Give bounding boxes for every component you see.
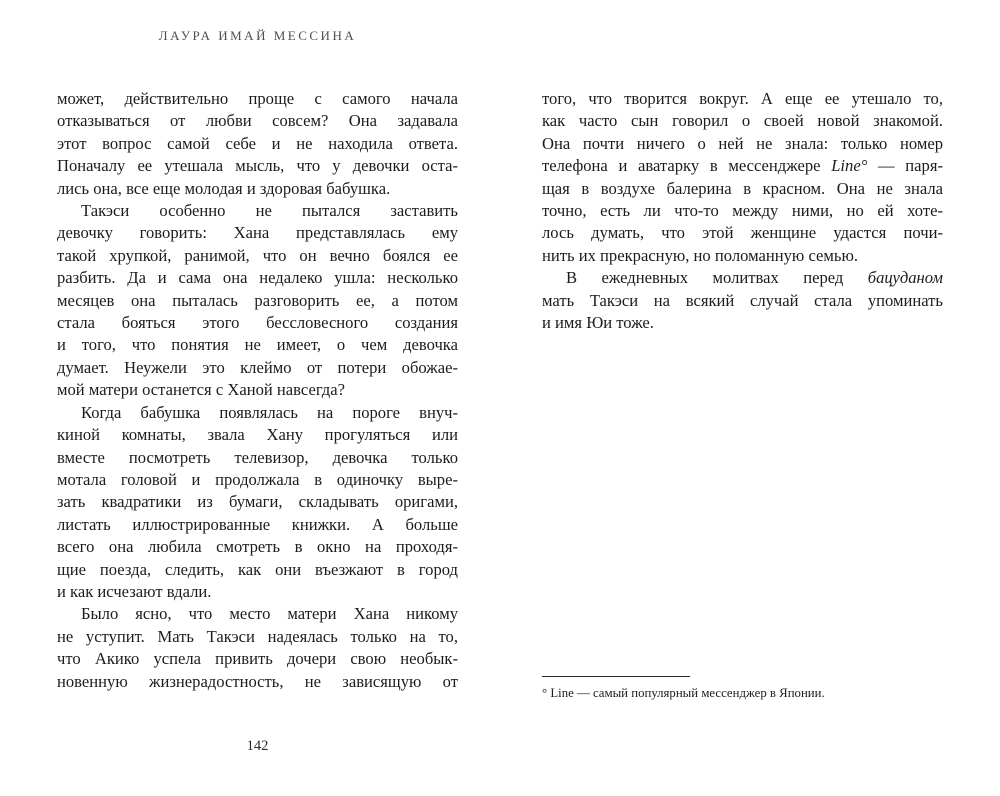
footnote-rule <box>542 676 690 677</box>
text-line: щие поезда, следить, как они въезжают в город <box>57 559 458 579</box>
paragraph <box>57 200 458 402</box>
text-line: того, что творится вокруг. А еще ее утешало то, <box>542 89 943 108</box>
text-line: стала бояться этого бессловесного создания <box>57 313 458 333</box>
paragraph <box>542 267 943 334</box>
running-header: ЛАУРА ИМАЙ МЕССИНА <box>158 28 357 43</box>
text-line: нить их прекрасную, но поломанную семью. <box>542 245 859 265</box>
text-line: киной комнаты, звала Хану прогуляться или <box>57 425 458 445</box>
paragraph <box>57 88 458 200</box>
text-line: Когда бабушка появлялась на пороге внуч- <box>81 402 458 422</box>
text-line: этот вопрос самой себе и не находила ответа. <box>57 133 458 153</box>
text-line: всего она любила смотреть в окно на проходя- <box>57 537 458 557</box>
text-line: телефона и аватарку в мессенджере Line° — паря- <box>542 156 943 176</box>
text-line: такой хрупкой, ранимой, что он вечно боялся ее <box>57 245 458 265</box>
text-line: вместе посмотреть телевизор, девочка только <box>57 447 458 467</box>
text-line: щая в воздухе балерина в красном. Она не знала <box>542 178 943 198</box>
text-line: точно, есть ли что-то между ними, но ей хоте- <box>542 201 943 221</box>
text-line: зать квадратики из бумаги, складывать оригами, <box>57 492 458 512</box>
text-line: что Акико успела привить дочери свою необык- <box>57 649 458 669</box>
text-line: отказываться от любви совсем? Она задавала <box>57 111 458 131</box>
text-line: не уступит. Мать Такэси надеялась только на то, <box>57 626 458 646</box>
paragraph <box>57 402 458 604</box>
text-line: лись она, все еще молодая и здоровая бабушка. <box>57 178 391 198</box>
text-line: мой матери останется с Ханой навсегда? <box>57 380 345 400</box>
text-line: и как исчезают вдали. <box>57 581 212 601</box>
text-line: как часто сын говорил о своей новой знакомой. <box>542 111 943 131</box>
paragraph <box>57 603 458 693</box>
text-line: может, действительно проще с самого начала <box>57 89 458 108</box>
text-line: Поначалу ее утешала мысль, что у девочки оста- <box>57 156 458 176</box>
text-line: девочку говорить: Хана представлялась ему <box>57 223 458 243</box>
text-line: и имя Юи тоже. <box>542 313 654 333</box>
text-line: Она почти ничего о ней не знала: только номер <box>542 133 943 153</box>
text-line: думает. Неужели это клеймо от потери обожае- <box>57 357 458 377</box>
text-line: лось думать, что этой женщине удастся почи- <box>542 223 943 243</box>
text-line: новенную жизнерадостность, не зависящую от <box>57 671 458 691</box>
paragraph <box>542 88 943 267</box>
text-line: месяцев она пыталась разговорить ее, а потом <box>57 290 458 310</box>
text-line: мать Такэси на всякий случай стала упоминать <box>542 290 943 310</box>
footnote-block <box>542 676 943 701</box>
text-line: и того, что понятия не имеет, о чем девочка <box>57 335 458 355</box>
text-line: В ежедневных молитвах перед бацуданом <box>566 268 943 288</box>
text-line: мотала головой и продолжала в одиночку выре- <box>57 469 458 489</box>
text-line: листать иллюстрированные книжки. А больше <box>57 514 458 534</box>
page-number: 142 <box>246 738 269 754</box>
left-page-text <box>57 88 458 693</box>
text-line: разбить. Да и сама она недалеко ушла: несколько <box>57 268 458 288</box>
text-line: Было ясно, что место матери Хана никому <box>81 604 458 624</box>
footnote-text: ° Line — самый популярный мессенджер в Японии. <box>542 686 825 700</box>
text-line: Такэси особенно не пытался заставить <box>81 201 458 221</box>
right-page-text <box>542 88 943 334</box>
